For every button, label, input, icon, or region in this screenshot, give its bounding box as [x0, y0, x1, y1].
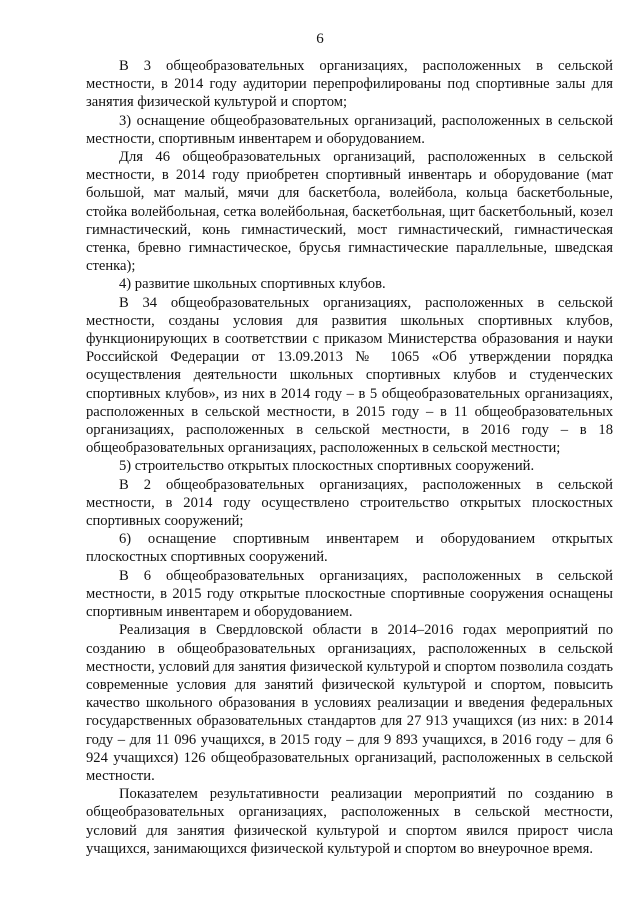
page-number: 6 — [316, 31, 324, 47]
paragraph: В 3 общеобразовательных организациях, расположенных в сельской местности, в 2014 году аудитории перепрофилированы под спортивные залы для занятия физической культурой и спортом; — [86, 58, 613, 111]
paragraph: 3) оснащение общеобразовательных организаций, расположенных в сельской местности, спортивным инвентарем и оборудованием. — [86, 112, 613, 147]
paragraph: Реализация в Свердловской области в 2014–2016 годах мероприятий по созданию в общеобразовательных организациях, расположенных в сельской местности, условий для занятия физической культурой и спортом позволила создать современные условия для занятий физической культурой и спортом, повысить качество школьного образования в условиях реализации и введения федеральных государственных образовательных стандартов для 27 913 учащихся (из них: в 2014 году – для 11 096 учащихся, в 2015 году – для 9 893 учащихся, в 2016 году – для 6 924 учащихся) 126 общеобразовательных организаций, расположенных в сельской местности. — [86, 622, 613, 784]
paragraph: В 34 общеобразовательных организациях, расположенных в сельской местности, созданы условия для развития школьных спортивных клубов, функционирующих в соответствии с приказом Министерства образования и науки Российской Федерации от 13.09.2013 № 1065 «Об утверждении порядка осуществления деятельности школьных спортивных клубов и студенческих спортивных клубов», из них в 2014 году – в 5 общеобразовательных организациях, расположенных в сельской местности, в 2015 году – в 11 общеобразовательных организациях, расположенных в сельской местности, в 2016 году – в 18 общеобразовательных организациях, расположенных в сельской местности; — [86, 294, 613, 457]
document-body — [86, 57, 613, 858]
paragraph: Показателем результативности реализации мероприятий по созданию в общеобразовательных организациях, расположенных в сельской местности, условий для занятия физической культурой и спортом явился прирост числа учащихся, занимающихся физической культурой и спортом во внеурочное время. — [86, 786, 613, 857]
paragraph: В 2 общеобразовательных организациях, расположенных в сельской местности, в 2014 году осуществлено строительство открытых плоскостных спортивных сооружений; — [86, 476, 613, 530]
paragraph: 6) оснащение спортивным инвентарем и оборудованием открытых плоскостных спортивных сооружений. — [86, 531, 613, 566]
paragraph: Для 46 общеобразовательных организаций, расположенных в сельской местности, в 2014 году приобретен спортивный инвентарь и оборудование (мат большой, мат малый, мячи для баскетбола, волейбола, кольца баскетбольные, стойка волейбольная, сетка волейбольная, баскетбольная, щит баскетбольный, козел гимнастический, конь гимнастический, мост гимнастический, гимнастическая стенка, бревно гимнастическое, брусья гимнастические параллельные, шведская стенка); — [86, 149, 613, 275]
paragraph: 4) развитие школьных спортивных клубов. — [119, 276, 386, 293]
paragraph: В 6 общеобразовательных организациях, расположенных в сельской местности, в 2015 году открытые плоскостные спортивные сооружения оснащены спортивным инвентарем и оборудованием. — [86, 567, 613, 621]
paragraph: 5) строительство открытых плоскостных спортивных сооружений. — [119, 458, 535, 475]
